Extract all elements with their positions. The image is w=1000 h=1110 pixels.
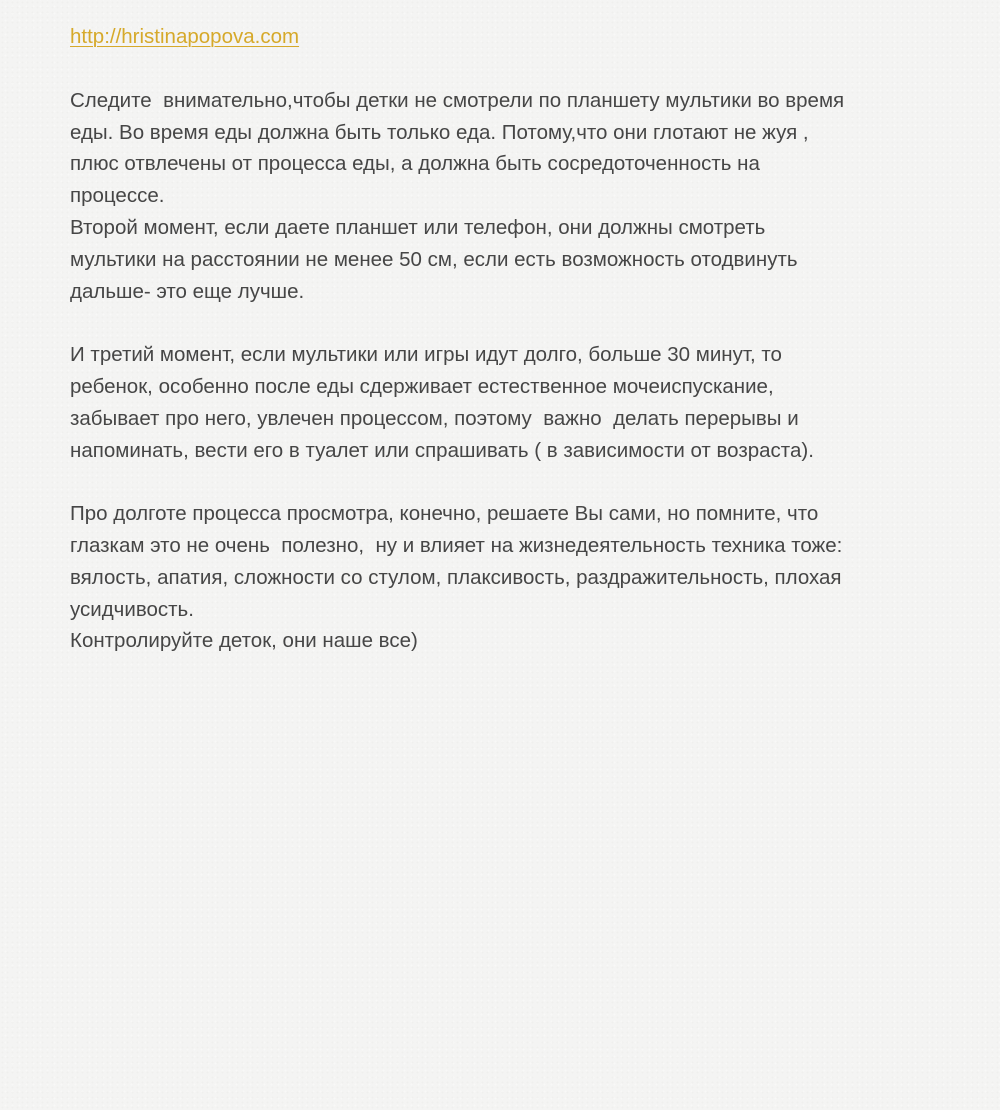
blank-line	[70, 466, 950, 498]
text-line-18: Контролируйте деток, они наше все)	[70, 629, 418, 653]
website-link[interactable]: http://hristinapopova.com	[70, 25, 300, 48]
text-line-12: напоминать, вести его в туалет или спрашивать ( в зависимости от возраста).	[70, 438, 814, 462]
blank-line	[70, 53, 950, 85]
text-line-5: Второй момент, если даете планшет или телефон, они должны смотреть	[70, 215, 766, 239]
text-line-14: Про долготе процесса просмотра, конечно, решаете Вы сами, но помните, что	[70, 502, 819, 526]
text-line-15: глазкам это не очень полезно, ну и влияет на жизнедеятельность техника тоже:	[70, 533, 843, 557]
text-line-17: усидчивость.	[70, 597, 194, 621]
text-line-10: ребенок, особенно после еды сдерживает естественное мочеиспускание,	[70, 374, 774, 398]
text-line-4: процессе.	[70, 184, 165, 208]
text-line-2: еды. Во время еды должна быть только еда. Потому,что они глотают не жуя ,	[70, 120, 809, 144]
text-line-16: вялость, апатия, сложности со стулом, плаксивость, раздражительность, плохая	[70, 565, 842, 589]
text-line-11: забывает про него, увлечен процессом, поэтому важно делать перерывы и	[70, 406, 799, 430]
blank-line	[70, 307, 950, 339]
text-line-6: мультики на расстоянии не менее 50 см, если есть возможность отодвинуть	[70, 247, 798, 271]
text-line-9: И третий момент, если мультики или игры идут долго, больше 30 минут, то	[70, 343, 782, 367]
note-body	[70, 21, 950, 657]
text-line-3: плюс отвлечены от процесса еды, а должна быть сосредоточенность на	[70, 152, 760, 176]
text-line-1: Следите внимательно,чтобы детки не смотрели по планшету мультики во время	[70, 88, 845, 112]
text-line-7: дальше- это еще лучше.	[70, 279, 305, 303]
